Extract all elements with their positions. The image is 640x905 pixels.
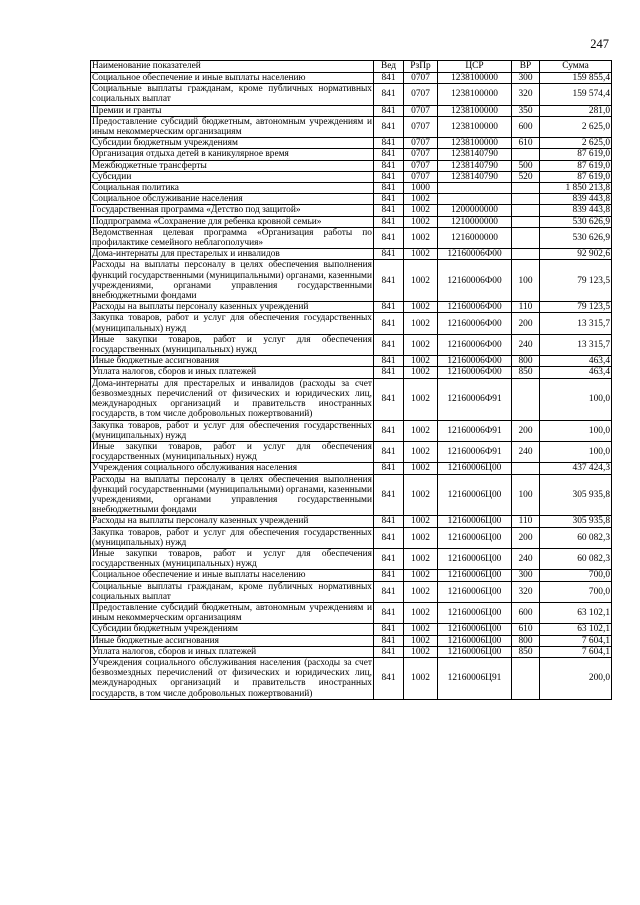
row-sum: 100,0 [540,378,612,420]
row-sum: 437 424,3 [540,463,612,474]
row-ved: 841 [374,313,404,334]
row-sum: 13 315,7 [540,334,612,355]
row-vr: 800 [512,356,540,367]
row-name: Иные закупки товаров, работ и услуг для обеспечения государственных (муниципальных) нужд [92,441,372,463]
row-rzpr: 1000 [404,183,438,194]
row-name: Субсидии [91,171,374,182]
table-row [91,171,612,182]
row-rzpr: 0707 [404,149,438,160]
row-vr: 320 [512,84,540,105]
header-csr: ЦСР [438,61,512,73]
row-vr [512,378,540,420]
row-name: Организация отдыха детей в каникулярное время [91,149,374,160]
row-vr: 100 [512,474,540,516]
row-sum: 60 082,3 [540,548,612,569]
row-ved: 841 [374,138,404,149]
row-name: Иные закупки товаров, работ и услуг для обеспечения государственных (муниципальных) нужд [92,548,372,570]
row-csr [438,183,512,194]
table-header [91,61,612,73]
row-sum: 2 625,0 [540,138,612,149]
row-name: Предоставление субсидий бюджетным, автономным учреждениям и иным некоммерческим организациям [92,116,372,138]
row-sum: 100,0 [540,420,612,441]
row-vr [512,205,540,216]
row-vr: 850 [512,646,540,657]
row-csr: 1210000000 [438,216,512,227]
row-ved: 841 [374,367,404,378]
row-ved: 841 [374,602,404,623]
table-row [91,367,612,378]
row-rzpr: 1002 [404,334,438,355]
row-name: Иные бюджетные ассигнования [91,356,374,367]
row-name: Расходы на выплаты персоналу казенных учреждений [91,302,374,313]
row-ved: 841 [374,116,404,137]
row-csr: 12160006Ф91 [438,441,512,462]
row-rzpr: 1002 [404,194,438,205]
header-rzpr: РзПр [404,61,438,73]
row-ved: 841 [374,160,404,171]
table-row [91,624,612,635]
row-sum: 530 626,9 [540,216,612,227]
row-vr: 610 [512,138,540,149]
table-row [91,194,612,205]
row-sum: 87 619,0 [540,160,612,171]
row-rzpr: 1002 [404,602,438,623]
row-vr: 600 [512,602,540,623]
table-row [91,183,612,194]
row-csr: 12160006Ф00 [438,249,512,260]
row-csr: 12160006Ц00 [438,463,512,474]
table-row [91,602,612,623]
row-ved: 841 [374,581,404,602]
row-vr: 200 [512,527,540,548]
table-row [91,138,612,149]
row-rzpr: 0707 [404,84,438,105]
row-ved: 841 [374,420,404,441]
row-sum: 839 443,8 [540,205,612,216]
row-rzpr: 1002 [404,646,438,657]
row-vr: 240 [512,441,540,462]
row-sum: 281,0 [540,105,612,116]
row-rzpr: 1002 [404,570,438,581]
row-csr: 12160006Ф00 [438,334,512,355]
row-ved: 841 [374,463,404,474]
table-row [91,570,612,581]
row-name: Уплата налогов, сборов и иных платежей [91,646,374,657]
row-name: Расходы на выплаты персоналу в целях обеспечения выполнения функций государственными (муниципальными) органами, казенными учреждениями, органами управления государственными внебюджетными фондами [92,260,372,302]
header-name: Наименование показателей [91,61,374,73]
row-rzpr: 1002 [404,548,438,569]
row-rzpr: 1002 [404,205,438,216]
table-body [91,73,612,700]
table-row [91,548,612,569]
row-name: Дома-интернаты для престарелых и инвалидов [91,249,374,260]
row-vr: 320 [512,581,540,602]
row-csr: 12160006Ц00 [438,474,512,516]
row-rzpr: 1002 [404,302,438,313]
row-ved: 841 [374,441,404,462]
row-csr: 12160006Ф91 [438,420,512,441]
row-ved: 841 [374,73,404,84]
row-ved: 841 [374,194,404,205]
row-ved: 841 [374,105,404,116]
row-rzpr: 1002 [404,581,438,602]
row-sum: 463,4 [540,367,612,378]
row-csr: 12160006Ф91 [438,378,512,420]
row-sum: 200,0 [540,657,612,699]
row-sum: 530 626,9 [540,227,612,248]
row-sum: 87 619,0 [540,171,612,182]
row-vr [512,463,540,474]
row-vr: 110 [512,516,540,527]
table-row [91,160,612,171]
row-vr: 240 [512,548,540,569]
table-row [91,635,612,646]
table-row [91,516,612,527]
row-vr: 110 [512,302,540,313]
row-vr: 350 [512,105,540,116]
table-row [91,378,612,420]
table-row [91,527,612,548]
row-rzpr: 0707 [404,171,438,182]
row-vr [512,657,540,699]
row-name: Межбюджетные трансферты [91,160,374,171]
row-csr: 12160006Ц00 [438,635,512,646]
row-name: Дома-интернаты для престарелых и инвалидов (расходы за счет безвозмездных перечислений от физических и юридических лиц, международных организаций и правительств иностранных государств, в том числе добровольных пожертвований) [92,378,372,420]
row-ved: 841 [374,516,404,527]
row-sum: 60 082,3 [540,527,612,548]
row-ved: 841 [374,227,404,248]
row-name: Расходы на выплаты персоналу казенных учреждений [91,516,374,527]
page-number: 247 [590,37,609,51]
row-rzpr: 1002 [404,527,438,548]
row-vr: 850 [512,367,540,378]
budget-table [90,60,612,700]
row-sum: 7 604,1 [540,635,612,646]
row-rzpr: 1002 [404,356,438,367]
row-sum: 92 902,6 [540,249,612,260]
table-row [91,216,612,227]
row-name: Расходы на выплаты персоналу в целях обеспечения выполнения функций государственными (муниципальными) органами, казенными учреждениями, органами управления государственными внебюджетными фондами [92,474,372,516]
header-vr: ВР [512,61,540,73]
row-vr: 520 [512,171,540,182]
table-row [91,149,612,160]
row-rzpr: 1002 [404,657,438,699]
row-ved: 841 [374,527,404,548]
row-csr [438,194,512,205]
row-name: Социальное обеспечение и иные выплаты населению [91,570,374,581]
row-ved: 841 [374,302,404,313]
row-csr: 12160006Ф00 [438,313,512,334]
table-row [91,334,612,355]
row-csr: 12160006Ц00 [438,646,512,657]
row-rzpr: 1002 [404,624,438,635]
row-name: Закупка товаров, работ и услуг для обеспечения государственных (муниципальных) нужд [92,313,372,334]
row-ved: 841 [374,216,404,227]
row-name: Социальное обеспечение и иные выплаты населению [91,73,374,84]
row-name: Субсидии бюджетным учреждениям [91,138,374,149]
row-csr: 12160006Ц00 [438,624,512,635]
row-vr: 610 [512,624,540,635]
header-ved: Вед [374,61,404,73]
row-name: Предоставление субсидий бюджетным, автономным учреждениям и иным некоммерческим организациям [92,602,372,624]
row-vr [512,149,540,160]
row-rzpr: 1002 [404,367,438,378]
row-csr: 12160006Ц00 [438,581,512,602]
table-row [91,657,612,699]
row-csr: 1238100000 [438,73,512,84]
row-sum: 159 574,4 [540,84,612,105]
row-csr: 12160006Ц00 [438,516,512,527]
row-rzpr: 1002 [404,635,438,646]
row-ved: 841 [374,84,404,105]
row-rzpr: 1002 [404,216,438,227]
table-row [91,105,612,116]
row-vr: 500 [512,160,540,171]
table-row [91,116,612,137]
row-csr: 12160006Ф00 [438,356,512,367]
row-vr [512,249,540,260]
row-ved: 841 [374,149,404,160]
row-name: Подпрограмма «Сохранение для ребенка кровной семьи» [91,216,374,227]
table-row [91,646,612,657]
row-name: Социальное обслуживание населения [91,194,374,205]
table-row [91,73,612,84]
row-ved: 841 [374,260,404,302]
row-vr: 240 [512,334,540,355]
table-row [91,260,612,302]
row-rzpr: 0707 [404,138,438,149]
row-vr: 300 [512,73,540,84]
table-row [91,474,612,516]
row-csr: 1216000000 [438,227,512,248]
row-rzpr: 1002 [404,474,438,516]
row-rzpr: 1002 [404,378,438,420]
row-rzpr: 0707 [404,116,438,137]
row-rzpr: 1002 [404,260,438,302]
row-csr: 12160006Ф00 [438,302,512,313]
table-row [91,356,612,367]
row-vr [512,216,540,227]
row-vr [512,183,540,194]
row-csr: 12160006Ц00 [438,548,512,569]
row-name: Социальные выплаты гражданам, кроме публичных нормативных социальных выплат [92,581,372,602]
row-rzpr: 0707 [404,160,438,171]
row-ved: 841 [374,249,404,260]
table-row [91,313,612,334]
row-sum: 7 604,1 [540,646,612,657]
row-sum: 305 935,8 [540,516,612,527]
row-csr: 1200000000 [438,205,512,216]
table-row [91,302,612,313]
row-csr: 12160006Ф00 [438,260,512,302]
row-ved: 841 [374,657,404,699]
row-sum: 79 123,5 [540,302,612,313]
row-rzpr: 1002 [404,227,438,248]
table-row [91,581,612,602]
row-csr: 12160006Ц00 [438,570,512,581]
row-sum: 100,0 [540,441,612,462]
row-ved: 841 [374,334,404,355]
row-rzpr: 1002 [404,516,438,527]
row-ved: 841 [374,548,404,569]
row-csr: 12160006Ц91 [438,657,512,699]
table-row [91,249,612,260]
table-row [91,227,612,248]
row-rzpr: 1002 [404,313,438,334]
row-vr: 300 [512,570,540,581]
table-row [91,441,612,462]
row-vr: 600 [512,116,540,137]
row-sum: 87 619,0 [540,149,612,160]
header-row [91,61,612,73]
row-sum: 305 935,8 [540,474,612,516]
table-row [91,463,612,474]
row-name: Ведомственная целевая программа «Организация работы по профилактике семейного неблагополучия» [92,227,372,249]
row-name: Субсидии бюджетным учреждениям [91,624,374,635]
row-rzpr: 1002 [404,249,438,260]
row-csr: 1238100000 [438,116,512,137]
row-ved: 841 [374,378,404,420]
row-rzpr: 1002 [404,441,438,462]
row-ved: 841 [374,171,404,182]
row-sum: 2 625,0 [540,116,612,137]
row-sum: 700,0 [540,581,612,602]
row-name: Премии и гранты [91,105,374,116]
row-name: Учреждения социального обслуживания населения (расходы за счет безвозмездных перечислений от физических и юридических лиц, международных организаций и правительств иностранных государств, в том числе добровольных пожертвований) [92,657,372,699]
row-sum: 79 123,5 [540,260,612,302]
row-ved: 841 [374,474,404,516]
row-name: Социальные выплаты гражданам, кроме публичных нормативных социальных выплат [92,84,372,105]
row-rzpr: 1002 [404,420,438,441]
row-name: Государственная программа «Детство под защитой» [91,205,374,216]
row-sum: 839 443,8 [540,194,612,205]
row-csr: 12160006Ц00 [438,602,512,623]
row-sum: 463,4 [540,356,612,367]
row-vr [512,227,540,248]
row-csr: 1238140790 [438,171,512,182]
row-sum: 63 102,1 [540,624,612,635]
row-name: Закупка товаров, работ и услуг для обеспечения государственных (муниципальных) нужд [92,420,372,441]
row-vr: 200 [512,313,540,334]
row-csr: 1238100000 [438,105,512,116]
row-vr: 800 [512,635,540,646]
row-sum: 159 855,4 [540,73,612,84]
header-sum: Сумма [540,61,612,73]
row-rzpr: 0707 [404,73,438,84]
row-rzpr: 0707 [404,105,438,116]
row-ved: 841 [374,624,404,635]
table-row [91,205,612,216]
row-sum: 1 850 213,8 [540,183,612,194]
table-row [91,420,612,441]
row-sum: 13 315,7 [540,313,612,334]
row-rzpr: 1002 [404,463,438,474]
row-name: Иные бюджетные ассигнования [91,635,374,646]
row-ved: 841 [374,183,404,194]
row-sum: 63 102,1 [540,602,612,623]
row-csr: 1238140790 [438,160,512,171]
row-ved: 841 [374,570,404,581]
row-name: Уплата налогов, сборов и иных платежей [91,367,374,378]
row-ved: 841 [374,356,404,367]
row-vr: 200 [512,420,540,441]
row-vr: 100 [512,260,540,302]
row-ved: 841 [374,205,404,216]
row-name: Иные закупки товаров, работ и услуг для обеспечения государственных (муниципальных) нужд [92,334,372,356]
row-name: Социальная политика [91,183,374,194]
row-name: Учреждения социального обслуживания населения [91,463,374,474]
row-csr: 12160006Ц00 [438,527,512,548]
row-csr: 1238140790 [438,149,512,160]
row-csr: 1238100000 [438,138,512,149]
row-ved: 841 [374,635,404,646]
row-csr: 1238100000 [438,84,512,105]
row-sum: 700,0 [540,570,612,581]
row-vr [512,194,540,205]
row-ved: 841 [374,646,404,657]
table-row [91,84,612,105]
row-name: Закупка товаров, работ и услуг для обеспечения государственных (муниципальных) нужд [92,527,372,548]
row-csr: 12160006Ф00 [438,367,512,378]
